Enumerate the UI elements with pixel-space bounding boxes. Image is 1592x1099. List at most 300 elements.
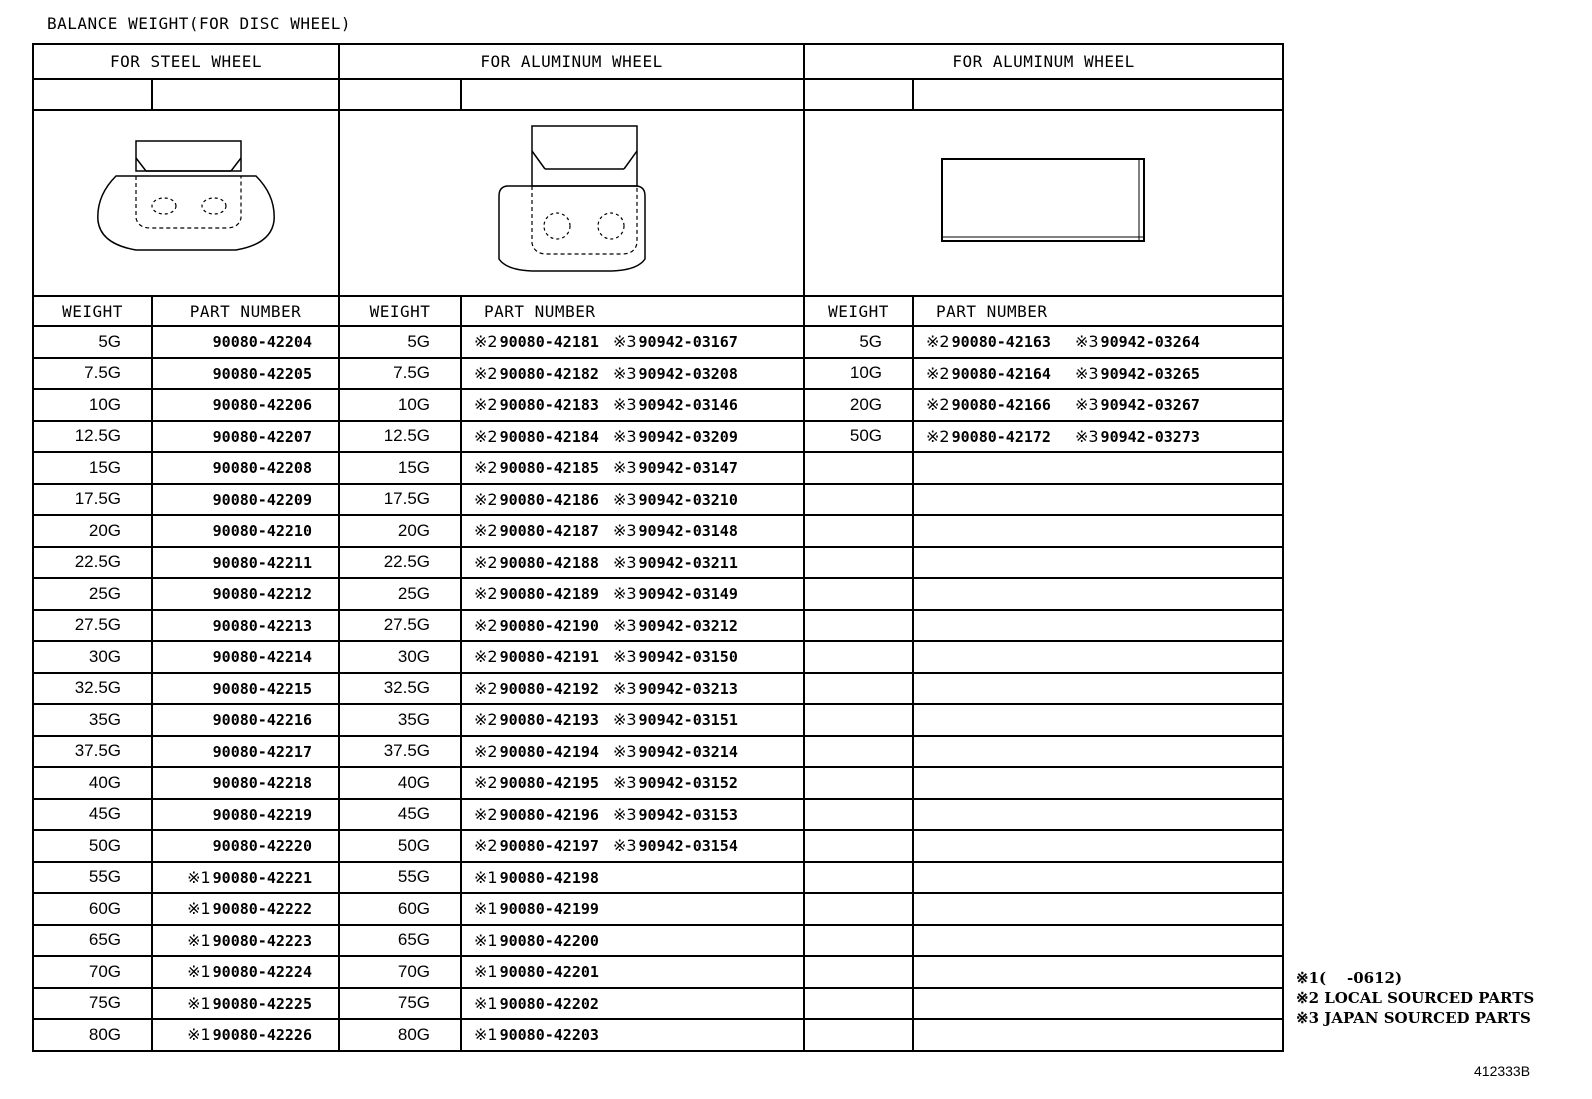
adhesive-part-cell [913, 767, 1283, 799]
weight-value: 60G [397, 898, 430, 918]
column-header-weight: WEIGHT [804, 296, 913, 326]
steel-part-cell [152, 893, 339, 925]
page-title: BALANCE WEIGHT(FOR DISC WHEEL) [47, 14, 351, 33]
source-mark: ※2 [474, 332, 498, 352]
source-mark: ※2 [474, 647, 498, 667]
part-number: 90942-03264 [1100, 333, 1200, 352]
steel-part-cell [152, 799, 339, 831]
source-mark: ※1 [187, 867, 211, 887]
part-number: 90080-42166 [951, 396, 1051, 415]
part-number: 90080-42211 [212, 553, 312, 572]
source-mark: ※3 [1074, 395, 1099, 415]
part-number: 90080-42188 [499, 553, 599, 572]
weight-value: 75G [88, 993, 121, 1013]
part-number: 90080-42195 [499, 774, 599, 793]
part-number: 90942-03208 [638, 364, 738, 383]
source-mark: ※2 [474, 678, 498, 698]
part-number: 90080-42223 [212, 931, 312, 950]
weight-value: 45G [88, 804, 121, 824]
weight-value: 40G [88, 772, 121, 792]
source-mark: ※2 [474, 458, 498, 478]
aluminum-part-cell [461, 862, 804, 894]
adhesive-part-cell [913, 704, 1283, 736]
steel-part-cell [152, 830, 339, 862]
section-header-aluminum: FOR ALUMINUM WHEEL [339, 44, 804, 79]
steel-part-cell [152, 484, 339, 516]
adhesive-weight-cell [804, 326, 913, 358]
source-mark: ※2 [474, 804, 498, 824]
part-number: 90080-42193 [499, 711, 599, 730]
column-header-part-number: PART NUMBER [913, 296, 1283, 326]
steel-part-cell [152, 988, 339, 1020]
steel-part-cell [152, 452, 339, 484]
part-number: 90080-42185 [499, 459, 599, 478]
aluminum-part-cell [461, 484, 804, 516]
adhesive-weight-cell [804, 799, 913, 831]
adhesive-weight-cell [804, 358, 913, 390]
column-header-weight: WEIGHT [339, 296, 461, 326]
part-number: 90080-42210 [212, 522, 312, 541]
table-row [33, 389, 1283, 421]
part-number: 90080-42207 [212, 427, 312, 446]
aluminum-part-cell [461, 452, 804, 484]
aluminum-part-cell [461, 547, 804, 579]
steel-weight-cell [33, 641, 152, 673]
table-row [33, 799, 1283, 831]
weight-value: 50G [397, 835, 430, 855]
part-number: 90942-03150 [638, 648, 738, 667]
source-mark: ※3 [612, 710, 637, 730]
table-row [33, 704, 1283, 736]
source-mark: ※2 [474, 521, 498, 541]
table-row [33, 925, 1283, 957]
source-mark: ※1 [187, 962, 211, 982]
balance-weight-table [32, 43, 1284, 1052]
part-number: 90080-42196 [499, 805, 599, 824]
source-mark: ※2 [474, 363, 498, 383]
part-number: 90942-03267 [1100, 396, 1200, 415]
weight-value: 20G [849, 394, 883, 414]
part-number: 90080-42212 [212, 585, 312, 604]
source-mark: ※3 [612, 426, 637, 446]
steel-part-cell [152, 610, 339, 642]
adhesive-part-cell [913, 893, 1283, 925]
steel-part-cell [152, 515, 339, 547]
steel-weight-cell [33, 1019, 152, 1051]
weight-value: 37.5G [74, 741, 121, 761]
adhesive-part-cell [913, 421, 1283, 453]
aluminum-weight-cell [339, 988, 461, 1020]
source-mark: ※3 [1074, 363, 1099, 383]
aluminum-part-cell [461, 736, 804, 768]
part-number: 90942-03209 [638, 427, 738, 446]
weight-value: 30G [397, 646, 430, 666]
weight-value: 15G [397, 457, 430, 477]
source-mark: ※2 [474, 710, 498, 730]
steel-weight-cell [33, 925, 152, 957]
aluminum-part-cell [461, 704, 804, 736]
steel-weight-cell [33, 578, 152, 610]
weight-value: 35G [88, 709, 121, 729]
table-row [33, 578, 1283, 610]
aluminum-part-cell [461, 988, 804, 1020]
part-number: 90080-42206 [212, 396, 312, 415]
part-number: 90080-42224 [212, 963, 312, 982]
part-number: 90080-42222 [212, 900, 312, 919]
part-number: 90080-42221 [212, 868, 312, 887]
aluminum-weight-illustration [339, 110, 804, 296]
source-mark: ※2 [474, 584, 498, 604]
steel-part-cell [152, 925, 339, 957]
table-row [33, 862, 1283, 894]
weight-value: 10G [397, 394, 430, 414]
adhesive-weight-cell [804, 1019, 913, 1051]
weight-value: 12.5G [74, 426, 121, 446]
weight-value: 20G [397, 520, 430, 540]
section-header-aluminum-adhesive: FOR ALUMINUM WHEEL [804, 44, 1283, 79]
part-number: 90942-03273 [1100, 427, 1200, 446]
adhesive-part-cell [913, 988, 1283, 1020]
weight-value: 70G [397, 961, 430, 981]
part-number: 90942-03265 [1100, 364, 1200, 383]
table-row [33, 893, 1283, 925]
source-mark: ※3 [612, 836, 637, 856]
aluminum-weight-cell [339, 956, 461, 988]
adhesive-part-cell [913, 358, 1283, 390]
weight-value: 5G [98, 331, 121, 351]
source-mark: ※3 [612, 552, 637, 572]
steel-weight-cell [33, 389, 152, 421]
weight-value: 55G [88, 867, 121, 887]
footnote-1: ※1( -0612) [1296, 969, 1403, 987]
adhesive-part-cell [913, 673, 1283, 705]
part-number: 90080-42215 [212, 679, 312, 698]
source-mark: ※3 [612, 678, 637, 698]
steel-weight-cell [33, 956, 152, 988]
source-mark: ※2 [474, 615, 498, 635]
steel-weight-cell [33, 452, 152, 484]
section-header-row [33, 44, 1283, 79]
part-number: 90080-42201 [499, 963, 599, 982]
weight-value: 10G [849, 363, 883, 383]
weight-value: 32.5G [383, 678, 430, 698]
weight-value: 50G [88, 835, 121, 855]
aluminum-part-cell [461, 925, 804, 957]
table-row [33, 956, 1283, 988]
part-number: 90080-42216 [212, 711, 312, 730]
weight-value: 17.5G [383, 489, 430, 509]
aluminum-part-cell [461, 673, 804, 705]
aluminum-weight-cell [339, 704, 461, 736]
table-row [33, 610, 1283, 642]
part-number: 90080-42213 [212, 616, 312, 635]
steel-weight-cell [33, 736, 152, 768]
aluminum-weight-cell [339, 515, 461, 547]
weight-value: 20G [88, 520, 121, 540]
part-number: 90080-42164 [951, 364, 1051, 383]
aluminum-weight-cell [339, 641, 461, 673]
part-number: 90080-42226 [212, 1026, 312, 1045]
adhesive-part-cell [913, 326, 1283, 358]
part-number: 90080-42218 [212, 774, 312, 793]
table-row [33, 326, 1283, 358]
adhesive-weight-cell [804, 421, 913, 453]
adhesive-weight-cell [804, 893, 913, 925]
part-number: 90942-03148 [638, 522, 738, 541]
aluminum-part-cell [461, 389, 804, 421]
part-number: 90080-42184 [499, 427, 599, 446]
part-number: 90080-42186 [499, 490, 599, 509]
table-row [33, 988, 1283, 1020]
weight-value: 40G [397, 772, 430, 792]
aluminum-part-cell [461, 641, 804, 673]
part-number: 90080-42220 [212, 837, 312, 856]
clip-on-weight-aluminum-icon [477, 121, 667, 281]
adhesive-weight-cell [804, 862, 913, 894]
steel-part-cell [152, 421, 339, 453]
table-row [33, 358, 1283, 390]
weight-value: 7.5G [393, 363, 430, 383]
weight-value: 12.5G [383, 426, 430, 446]
steel-part-cell [152, 1019, 339, 1051]
weight-value: 30G [88, 646, 121, 666]
adhesive-weight-cell [804, 830, 913, 862]
weight-value: 22.5G [383, 552, 430, 572]
part-number: 90080-42183 [499, 396, 599, 415]
table-row [33, 830, 1283, 862]
weight-value: 55G [397, 867, 430, 887]
part-number: 90080-42208 [212, 459, 312, 478]
source-mark: ※3 [612, 615, 637, 635]
weight-value: 5G [859, 331, 883, 351]
adhesive-part-cell [913, 484, 1283, 516]
aluminum-part-cell [461, 830, 804, 862]
adhesive-part-cell [913, 956, 1283, 988]
aluminum-weight-cell [339, 610, 461, 642]
adhesive-part-cell [913, 610, 1283, 642]
source-mark: ※3 [612, 395, 637, 415]
adhesive-weight-cell [804, 736, 913, 768]
source-mark: ※2 [926, 332, 950, 352]
part-number: 90942-03146 [638, 396, 738, 415]
column-header-row [33, 296, 1283, 326]
steel-weight-illustration [33, 110, 339, 296]
aluminum-weight-cell [339, 862, 461, 894]
weight-value: 32.5G [74, 678, 121, 698]
table-row [33, 641, 1283, 673]
weight-value: 45G [397, 804, 430, 824]
aluminum-weight-cell [339, 358, 461, 390]
part-number: 90942-03152 [638, 774, 738, 793]
source-mark: ※3 [612, 584, 637, 604]
part-number: 90080-42202 [499, 994, 599, 1013]
source-mark: ※2 [474, 773, 498, 793]
adhesive-part-cell [913, 799, 1283, 831]
adhesive-weight-cell [804, 578, 913, 610]
column-header-weight: WEIGHT [33, 296, 152, 326]
adhesive-weight-cell [804, 610, 913, 642]
source-mark: ※2 [474, 489, 498, 509]
adhesive-part-cell [913, 389, 1283, 421]
part-number: 90080-42204 [212, 333, 312, 352]
aluminum-weight-cell [339, 673, 461, 705]
weight-value: 10G [88, 394, 121, 414]
source-mark: ※3 [612, 489, 637, 509]
weight-value: 22.5G [74, 552, 121, 572]
part-number: 90942-03149 [638, 585, 738, 604]
part-number: 90080-42199 [499, 900, 599, 919]
part-number: 90080-42194 [499, 742, 599, 761]
weight-value: 27.5G [74, 615, 121, 635]
steel-weight-cell [33, 326, 152, 358]
aluminum-weight-cell [339, 452, 461, 484]
part-number: 90080-42200 [499, 931, 599, 950]
aluminum-part-cell [461, 326, 804, 358]
source-mark: ※2 [474, 552, 498, 572]
adhesive-part-cell [913, 547, 1283, 579]
weight-value: 5G [407, 331, 430, 351]
column-header-part-number: PART NUMBER [461, 296, 804, 326]
part-number: 90080-42182 [499, 364, 599, 383]
part-number: 90942-03147 [638, 459, 738, 478]
weight-value: 50G [849, 426, 883, 446]
aluminum-weight-cell [339, 547, 461, 579]
blank-row [33, 79, 1283, 110]
weight-value: 17.5G [74, 489, 121, 509]
part-number: 90942-03151 [638, 711, 738, 730]
adhesive-part-cell [913, 641, 1283, 673]
adhesive-weight-cell [804, 925, 913, 957]
source-mark: ※3 [612, 458, 637, 478]
adhesive-part-cell [913, 452, 1283, 484]
steel-part-cell [152, 326, 339, 358]
part-number: 90080-42181 [499, 333, 599, 352]
footnote-2: ※2 LOCAL SOURCED PARTS [1296, 989, 1535, 1007]
aluminum-weight-cell [339, 421, 461, 453]
aluminum-weight-cell [339, 799, 461, 831]
steel-weight-cell [33, 673, 152, 705]
footnotes [1296, 968, 1534, 1028]
weight-value: 80G [88, 1024, 121, 1044]
source-mark: ※3 [612, 363, 637, 383]
adhesive-weight-cell [804, 515, 913, 547]
source-mark: ※1 [474, 962, 498, 982]
section-header-steel: FOR STEEL WHEEL [33, 44, 339, 79]
part-number: 90942-03212 [638, 616, 738, 635]
steel-weight-cell [33, 862, 152, 894]
part-number: 90080-42219 [212, 805, 312, 824]
aluminum-weight-cell [339, 326, 461, 358]
steel-part-cell [152, 956, 339, 988]
adhesive-weight-cell [804, 956, 913, 988]
adhesive-part-cell [913, 862, 1283, 894]
steel-part-cell [152, 547, 339, 579]
source-mark: ※2 [474, 426, 498, 446]
part-number: 90942-03214 [638, 742, 738, 761]
part-number: 90942-03153 [638, 805, 738, 824]
source-mark: ※1 [187, 1025, 211, 1045]
adhesive-part-cell [913, 736, 1283, 768]
source-mark: ※3 [612, 521, 637, 541]
aluminum-part-cell [461, 578, 804, 610]
source-mark: ※1 [474, 1025, 498, 1045]
part-number: 90080-42191 [499, 648, 599, 667]
adhesive-weight-cell [804, 484, 913, 516]
aluminum-weight-cell [339, 1019, 461, 1051]
column-header-part-number: PART NUMBER [152, 296, 339, 326]
part-number: 90942-03213 [638, 679, 738, 698]
aluminum-part-cell [461, 515, 804, 547]
part-number: 90942-03154 [638, 837, 738, 856]
source-mark: ※2 [474, 395, 498, 415]
clip-on-weight-steel-icon [86, 136, 286, 266]
weight-value: 27.5G [383, 615, 430, 635]
aluminum-weight-cell [339, 830, 461, 862]
weight-value: 60G [88, 898, 121, 918]
steel-weight-cell [33, 484, 152, 516]
source-mark: ※3 [612, 804, 637, 824]
source-mark: ※1 [187, 930, 211, 950]
part-number: 90080-42205 [212, 364, 312, 383]
adhesive-part-cell [913, 1019, 1283, 1051]
source-mark: ※3 [612, 773, 637, 793]
source-mark: ※1 [187, 899, 211, 919]
source-mark: ※2 [474, 741, 498, 761]
document-id: 412333B [1474, 1063, 1531, 1079]
part-number: 90080-42225 [212, 994, 312, 1013]
table-row [33, 547, 1283, 579]
aluminum-weight-cell [339, 578, 461, 610]
aluminum-weight-cell [339, 767, 461, 799]
adhesive-part-cell [913, 515, 1283, 547]
steel-weight-cell [33, 547, 152, 579]
adhesive-weight-illustration [804, 110, 1283, 296]
adhesive-weight-cell [804, 704, 913, 736]
steel-part-cell [152, 736, 339, 768]
steel-weight-cell [33, 799, 152, 831]
aluminum-weight-cell [339, 389, 461, 421]
adhesive-weight-cell [804, 767, 913, 799]
weight-value: 15G [88, 457, 121, 477]
source-mark: ※1 [474, 993, 498, 1013]
weight-value: 65G [88, 930, 121, 950]
part-number: 90080-42214 [212, 648, 312, 667]
steel-part-cell [152, 578, 339, 610]
part-number: 90080-42197 [499, 837, 599, 856]
part-number: 90942-03167 [638, 333, 738, 352]
source-mark: ※2 [926, 363, 950, 383]
part-number: 90942-03210 [638, 490, 738, 509]
part-number: 90080-42217 [212, 742, 312, 761]
steel-part-cell [152, 389, 339, 421]
weight-value: 35G [397, 709, 430, 729]
source-mark: ※1 [187, 993, 211, 1013]
illustration-row [33, 110, 1283, 296]
part-number: 90080-42192 [499, 679, 599, 698]
table-row [33, 484, 1283, 516]
steel-weight-cell [33, 767, 152, 799]
table-row [33, 673, 1283, 705]
weight-value: 80G [397, 1024, 430, 1044]
weight-value: 37.5G [383, 741, 430, 761]
adhesive-weight-cell [804, 452, 913, 484]
source-mark: ※1 [474, 867, 498, 887]
aluminum-part-cell [461, 956, 804, 988]
source-mark: ※2 [926, 395, 950, 415]
source-mark: ※3 [1074, 332, 1099, 352]
steel-part-cell [152, 641, 339, 673]
steel-part-cell [152, 862, 339, 894]
